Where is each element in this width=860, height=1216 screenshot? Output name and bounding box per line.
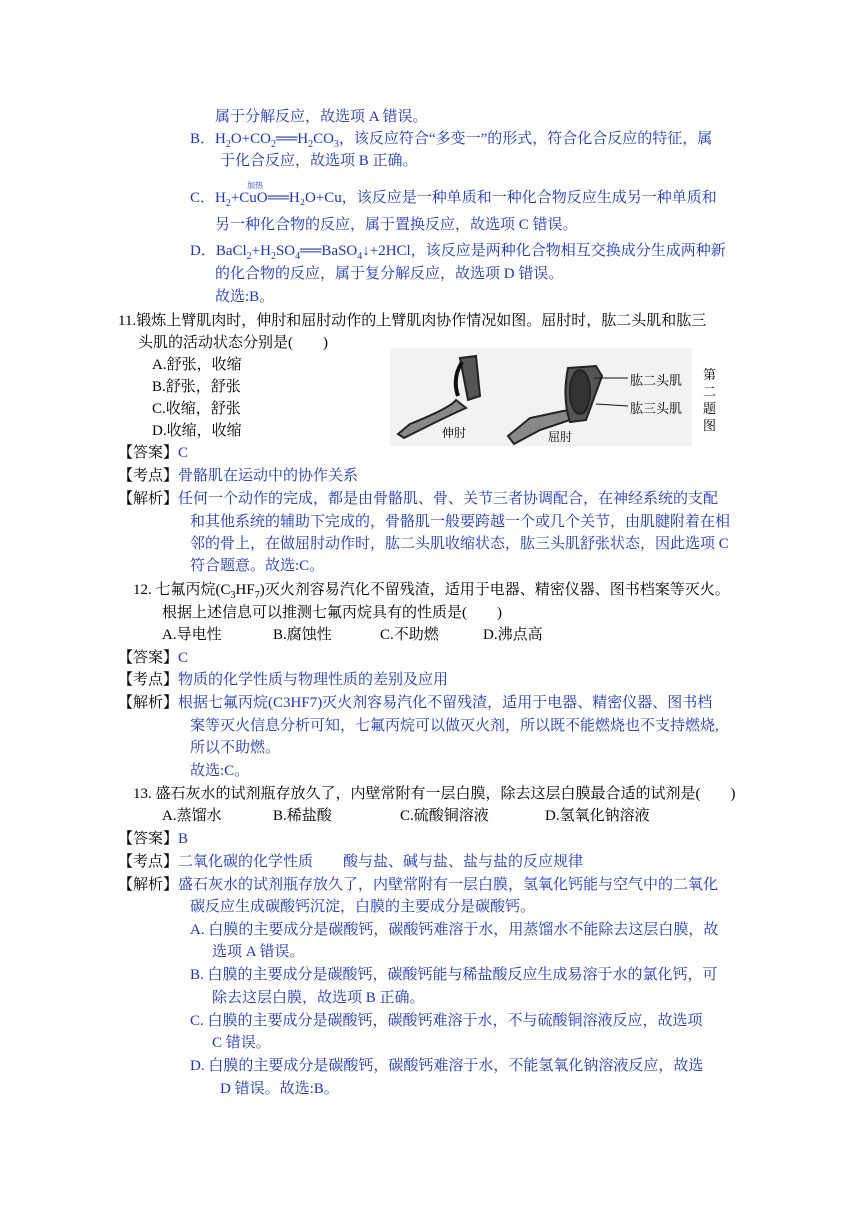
extended-upper-arm-icon <box>460 356 480 400</box>
q12-option-d: D.沸点高 <box>483 627 543 643</box>
label-triceps: 肱三头肌 <box>630 401 683 416</box>
q10-option-c-cont: 另一种化合物的反应，属于置换反应，故选项 C 错误。 <box>215 217 578 233</box>
q12-jiexi: 【解析】根据七氟丙烷(C3HF7)灭火剂容易汽化不留残渣，适用于电器、精密仪器、图书档 <box>118 695 713 711</box>
q13-option-d: D.氢氧化钠溶液 <box>545 808 650 824</box>
q12-jiexi-line2: 案等灭火信息分析可知，七氟丙烷可以做灭火剂，所以既不能燃烧也不支持燃烧, <box>190 718 719 734</box>
q13-option-b-explain: B. 白膜的主要成分是碳酸钙，碳酸钙能与稀盐酸反应生成易溶于水的氯化钙，可 <box>190 967 718 983</box>
q12-option-a: A.导电性 <box>162 627 222 643</box>
figure-side-label-3: 题 <box>703 401 717 416</box>
q13-option-b: B.稀盐酸 <box>273 808 332 824</box>
q10-heat-condition: 加热 <box>247 181 263 190</box>
q13-option-a: A.蒸馏水 <box>162 808 222 824</box>
q13-option-b-explain-cont: 除去这层白膜，故选项 B 正确。 <box>212 990 425 1006</box>
q10-option-d: D．$BaCl_2+H_2SO_4══BaSO_4↓+2HCl$，该反应是两种化合物相互交换成分生成两种新 <box>190 243 726 262</box>
caption-flex: 屈肘 <box>548 430 573 444</box>
figure-side-label-2: 二 <box>703 384 717 399</box>
q13-option-c: C.硫酸铜溶液 <box>400 808 489 824</box>
q10-answer: 故选:B。 <box>215 289 275 305</box>
q12-answer: 【答案】C <box>118 650 189 666</box>
q10-option-b: B．$H_2O+CO_2══H_2CO_3$，该反应符合“多变一”的形式，符合化合反应的特征，属 <box>190 131 713 150</box>
figure-side-label-1: 第 <box>703 367 717 382</box>
q11-stem-line1: 11.锻炼上臂肌肉时，伸肘和屈肘动作的上臂肌肉协作情况如图。屈肘时，肱二头肌和肱三 <box>118 313 707 329</box>
q10-option-a-cont: 属于分解反应，故选项 A 错误。 <box>215 109 428 125</box>
q11-option-c: C.收缩，舒张 <box>152 401 241 417</box>
q13-stem: 13. 盛石灰水的试剂瓶存放久了，内壁常附有一层白膜，除去这层白膜最合适的试剂是( ) <box>133 786 736 802</box>
q11-answer: 【答案】C <box>118 445 189 461</box>
q12-option-b: B.腐蚀性 <box>273 627 332 643</box>
q11-option-a: A.舒张，收缩 <box>152 357 242 373</box>
q10-option-d-cont: 的化合物的反应，属于复分解反应，故选项 D 错误。 <box>215 266 564 282</box>
q13-answer: 【答案】B <box>118 831 189 847</box>
caption-extend: 伸肘 <box>442 426 467 440</box>
q13-jiexi-line2: 碳反应生成碳酸钙沉淀，白膜的主要成分是碳酸钙。 <box>190 899 536 915</box>
q13-option-c-explain: C. 白膜的主要成分是碳酸钙，碳酸钙难溶于水，不与硫酸铜溶液反应，故选项 <box>190 1013 703 1029</box>
q11-jiexi: 【解析】任何一个动作的完成，都是由骨骼肌、骨、关节三者协调配合，在神经系统的支配 <box>118 491 719 507</box>
q11-kaodian: 【考点】骨骼肌在运动中的协作关系 <box>118 468 359 484</box>
q13-option-a-explain-cont: 选项 A 错误。 <box>212 944 305 960</box>
label-biceps: 肱二头肌 <box>630 373 683 388</box>
q12-stem-line2: 根据上述信息可以推测七氟丙烷具有的性质是( ) <box>162 605 502 621</box>
q11-stem-line2: 头肌的活动状态分别是( ) <box>138 335 328 351</box>
arm-muscle-drawing <box>390 348 692 446</box>
q13-option-a-explain: A. 白膜的主要成分是碳酸钙，碳酸钙难溶于水，用蒸馏水不能除去这层白膜，故 <box>190 922 719 938</box>
q10-option-b-cont: 于化合反应，故选项 B 正确。 <box>220 153 418 169</box>
q11-option-d: D.收缩，收缩 <box>152 423 242 439</box>
q13-kaodian: 【考点】二氧化碳的化学性质 酸与盐、碱与盐、盐与盐的反应规律 <box>118 854 584 870</box>
q11-jiexi-line4: 符合题意。故选:C。 <box>190 558 325 574</box>
q11-jiexi-line3: 邻的骨上，在做屈肘动作时，肱二头肌收缩状态，肱三头肌舒张状态，因此选项 C <box>190 536 729 552</box>
figure-side-label-4: 图 <box>703 418 717 433</box>
q13-jiexi: 【解析】盛石灰水的试剂瓶存放久了，内壁常附有一层白膜，氢氧化钙能与空气中的二氧化 <box>118 877 719 893</box>
q13-option-c-explain-cont: C 错误。 <box>212 1035 271 1051</box>
arm-muscle-figure <box>390 348 692 446</box>
q13-option-d-explain-cont: D 错误。故选:B。 <box>220 1081 339 1097</box>
q12-kaodian: 【考点】物质的化学性质与物理性质的差别及应用 <box>118 672 449 688</box>
q12-option-c: C.不助燃 <box>380 627 439 643</box>
q11-option-b: B.舒张，舒张 <box>152 379 241 395</box>
q10-option-c: C．$H_2+CuO══H_2O+Cu$，该反应是一种单质和一种化合物反应生成另一种单质和 <box>190 190 717 209</box>
q13-option-d-explain: D. 白膜的主要成分是碳酸钙，碳酸钙难溶于水，不能氢氧化钠溶液反应，故选 <box>190 1058 704 1074</box>
q12-jiexi-line4: 故选:C。 <box>190 763 250 779</box>
q12-jiexi-line3: 所以不助燃。 <box>190 740 281 756</box>
q11-jiexi-line2: 和其他系统的辅助下完成的，骨骼肌一般要跨越一个或几个关节，由肌腱附着在相 <box>190 514 731 530</box>
q12-stem-line1: 12. 七氟丙烷$(C_3HF_7)$灭火剂容易汽化不留残渣，适用于电器、精密仪器、图书档案等灭火。 <box>133 582 730 601</box>
